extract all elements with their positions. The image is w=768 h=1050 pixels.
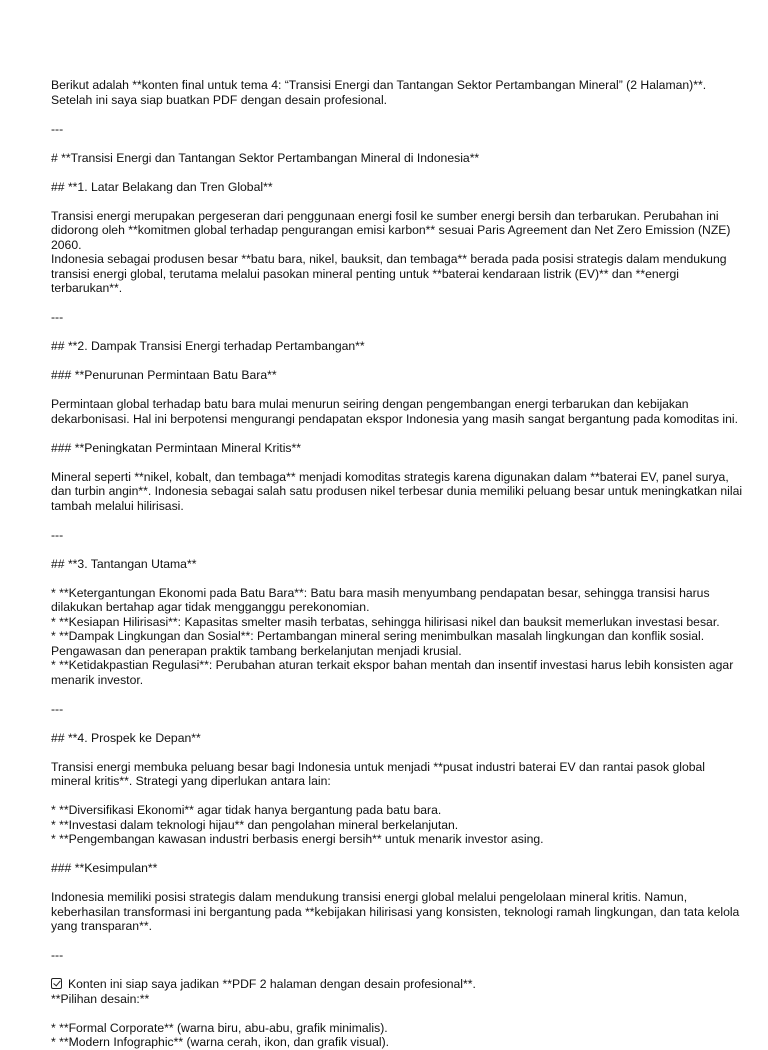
- bullet-line: * **Investasi dalam teknologi hijau** dan pengolahan mineral berkelanjutan.: [51, 817, 459, 832]
- paragraph-line: yang transparan**.: [51, 919, 152, 933]
- paragraph-line: dan turbin angin**. Indonesia sebagai salah satu produsen nikel terbesar dunia memiliki peluang besar untuk meningkatkan nilai: [51, 484, 743, 498]
- paragraph-line: Permintaan global terhadap batu bara mulai menurun seiring dengan pengembangan energi terbarukan dan kebijakan: [51, 397, 689, 411]
- bullet-line: * **Pengembangan kawasan industri berbasis energi bersih** untuk menarik investor asing.: [51, 832, 544, 846]
- separator: ---: [51, 701, 64, 716]
- design-option: * **Modern Infographic** (warna cerah, ikon, dan grafik visual).: [51, 1035, 390, 1049]
- section-heading-1: ## **1. Latar Belakang dan Tren Global**: [51, 179, 273, 194]
- paragraph-line: dekarbonisasi. Hal ini berpotensi mengurangi pendapatan ekspor Indonesia yang masih sangat bergantung pada komoditas ini.: [51, 411, 739, 426]
- intro-line: Berikut adalah **konten final untuk tema 4: “Transisi Energi dan Tantangan Sektor Pertambangan Mineral” (2 Halaman)**.: [51, 78, 707, 92]
- bullet-line: Pengawasan dan penerapan praktik tambang berkelanjutan menjadi krusial.: [51, 643, 462, 658]
- bullet-line: menarik investor.: [51, 672, 144, 687]
- checkbox-checked-icon: [51, 978, 62, 989]
- separator: ---: [51, 310, 64, 324]
- section-heading-3: ## **3. Tantangan Utama**: [51, 556, 197, 571]
- closing-check-line: [51, 977, 764, 992]
- paragraph-line: Indonesia memiliki posisi strategis dalam mendukung transisi energi global melalui pengelolaan mineral kritis. Namun,: [51, 890, 688, 904]
- paragraph-line: tambah melalui hilirisasi.: [51, 498, 184, 513]
- subsection-heading: ### **Penurunan Permintaan Batu Bara**: [51, 368, 277, 382]
- paragraph-line: Mineral seperti **nikel, kobalt, dan tembaga** menjadi komoditas strategis karena digunakan dalam **baterai EV, panel surya,: [51, 469, 729, 484]
- bullet-line: * **Dampak Lingkungan dan Sosial**: Pertambangan mineral sering menimbulkan masalah lingkungan dan konflik sosial.: [51, 629, 705, 643]
- paragraph-line: transisi energi global, terutama melalui pasokan mineral penting untuk **baterai kendaraan listrik (EV)** dan **energi: [51, 266, 680, 281]
- bullet-line: dilakukan bertahap agar tidak mengganggu perekonomian.: [51, 600, 370, 614]
- separator: ---: [51, 121, 64, 136]
- intro-line: Setelah ini saya siap buatkan PDF dengan desain profesional.: [51, 92, 388, 107]
- closing-text: Konten ini siap saya jadikan **PDF 2 halaman dengan desain profesional**.: [68, 977, 476, 991]
- paragraph-line: terbarukan**.: [51, 281, 123, 295]
- paragraph-line: didorong oleh **komitmen global terhadap pengurangan emisi karbon** sesuai Paris Agreement dan Net Zero Emission (NZE): [51, 223, 731, 237]
- bullet-line: * **Ketidakpastian Regulasi**: Perubahan aturan terkait ekspor bahan mentah dan insentif investasi harus lebih konsisten agar: [51, 658, 734, 672]
- paragraph-line: Transisi energi membuka peluang besar bagi Indonesia untuk menjadi **pusat industri baterai EV dan rantai pasok global: [51, 759, 706, 774]
- document-title: # **Transisi Energi dan Tantangan Sektor Pertambangan Mineral di Indonesia**: [51, 150, 480, 165]
- design-options-label: **Pilihan desain:**: [51, 991, 150, 1006]
- section-heading-2: ## **2. Dampak Transisi Energi terhadap Pertambangan**: [51, 339, 365, 353]
- bullet-line: * **Kesiapan Hilirisasi**: Kapasitas smelter masih terbatas, sehingga hilirisasi nikel dan bauksit memerlukan investasi besar.: [51, 614, 720, 629]
- paragraph-line: mineral kritis**. Strategi yang diperlukan antara lain:: [51, 774, 331, 788]
- bullet-line: * **Diversifikasi Ekonomi** agar tidak hanya bergantung pada batu bara.: [51, 803, 442, 817]
- bullet-line: * **Ketergantungan Ekonomi pada Batu Bara**: Batu bara masih menyumbang pendapatan besar, sehingga transisi harus: [51, 585, 710, 600]
- paragraph-line: 2060.: [51, 237, 82, 252]
- paragraph-line: Indonesia sebagai produsen besar **batu bara, nikel, bauksit, dan tembaga** berada pada posisi strategis dalam mendukung: [51, 252, 727, 266]
- document-page: [51, 78, 764, 1050]
- separator: ---: [51, 948, 64, 962]
- subsection-heading: ### **Peningkatan Permintaan Mineral Kritis**: [51, 440, 301, 455]
- paragraph-line: Transisi energi merupakan pergeseran dari penggunaan energi fosil ke sumber energi bersih dan terbarukan. Perubahan ini: [51, 208, 719, 223]
- section-heading-4: ## **4. Prospek ke Depan**: [51, 730, 201, 745]
- paragraph-line: keberhasilan transformasi ini bergantung pada **kebijakan hilirisasi yang konsisten, teknologi ramah lingkungan, dan tata kelola: [51, 904, 740, 919]
- conclusion-heading: ### **Kesimpulan**: [51, 861, 158, 875]
- separator: ---: [51, 527, 64, 542]
- design-option: * **Formal Corporate** (warna biru, abu-abu, grafik minimalis).: [51, 1020, 388, 1035]
